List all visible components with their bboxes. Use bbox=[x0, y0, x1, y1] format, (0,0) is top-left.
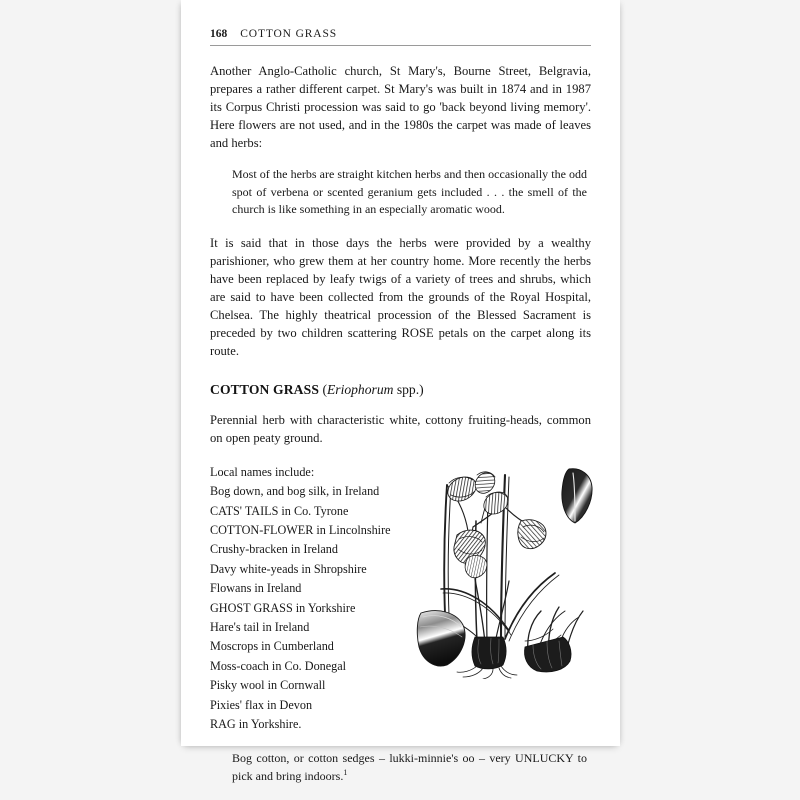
list-item: Davy white-yeads in Shropshire bbox=[210, 561, 367, 576]
cotton-grass-illustration bbox=[413, 461, 603, 679]
list-item: Crushy-bracken in Ireland bbox=[210, 542, 338, 557]
page-text-block bbox=[210, 28, 591, 786]
list-item: CATS' TAILS in Co. Tyrone bbox=[210, 503, 349, 518]
species-heading bbox=[210, 382, 591, 398]
species-scientific-name: (Eriophorum spp.) bbox=[322, 381, 424, 397]
list-item: RAG in Yorkshire. bbox=[210, 717, 302, 732]
list-item: COTTON-FLOWER in Lincolnshire bbox=[210, 523, 391, 537]
list-item: Moss-coach in Co. Donegal bbox=[210, 658, 347, 673]
list-item: Flowans in Ireland bbox=[210, 581, 302, 596]
list-item: Hare's tail in Ireland bbox=[210, 620, 310, 635]
list-item: Pixies' flax in Devon bbox=[210, 697, 313, 712]
blockquote-superstition bbox=[210, 750, 591, 785]
local-names-list bbox=[210, 463, 425, 735]
blockquote-text: Bog cotton, or cotton sedges – lukki-minnie's oo – very UNLUCKY to pick and bring indoors. bbox=[232, 751, 587, 784]
running-head bbox=[210, 28, 591, 40]
species-common-name: COTTON GRASS bbox=[210, 381, 320, 397]
header-divider bbox=[210, 45, 591, 46]
list-item: Moscrops in Cumberland bbox=[210, 639, 334, 654]
footnote-marker: 1 bbox=[343, 768, 348, 778]
page-number: 168 bbox=[210, 28, 228, 40]
species-description: Perennial herb with characteristic white, cottony fruiting-heads, common on open peaty ground. bbox=[210, 412, 591, 445]
paragraph-intro: Another Anglo-Catholic church, St Mary's, Bourne Street, Belgravia, prepares a rather different carpet. St Mary's was built in 1874 and in 1987 its Corpus Christi procession was said to go 'back beyond living memory'. Here flowers are not used, and in the 1980s the carpet was made of leaves and herbs: bbox=[210, 64, 591, 150]
list-item: Pisky wool in Cornwall bbox=[210, 678, 326, 693]
list-item: Bog down, and bog silk, in Ireland bbox=[210, 484, 380, 499]
paragraph-history: It is said that in those days the herbs were provided by a wealthy parishioner, who grew them at her country home. More recently the herbs have been replaced by leafy twigs of a variety of trees and shrubs, which are said to have been collected from the grounds of the Royal Hospital, Chelsea. The highly theatrical procession of the Blessed Sacrament is preceded by two children scattering ROSE petals on the carpet along its route. bbox=[210, 235, 591, 358]
running-head-title: COTTON GRASS bbox=[240, 28, 337, 40]
local-names-intro: Local names include: bbox=[210, 464, 315, 479]
book-page bbox=[181, 0, 620, 784]
local-names-and-illustration bbox=[210, 463, 591, 735]
list-item: GHOST GRASS in Yorkshire bbox=[210, 600, 356, 615]
species-genus: Eriophorum bbox=[326, 381, 394, 397]
blockquote-herbs: Most of the herbs are straight kitchen herbs and then occasionally the odd spot of verbena or scented geranium gets included . . . the smell of the church is like something in an especially aromatic wood. bbox=[232, 167, 587, 217]
